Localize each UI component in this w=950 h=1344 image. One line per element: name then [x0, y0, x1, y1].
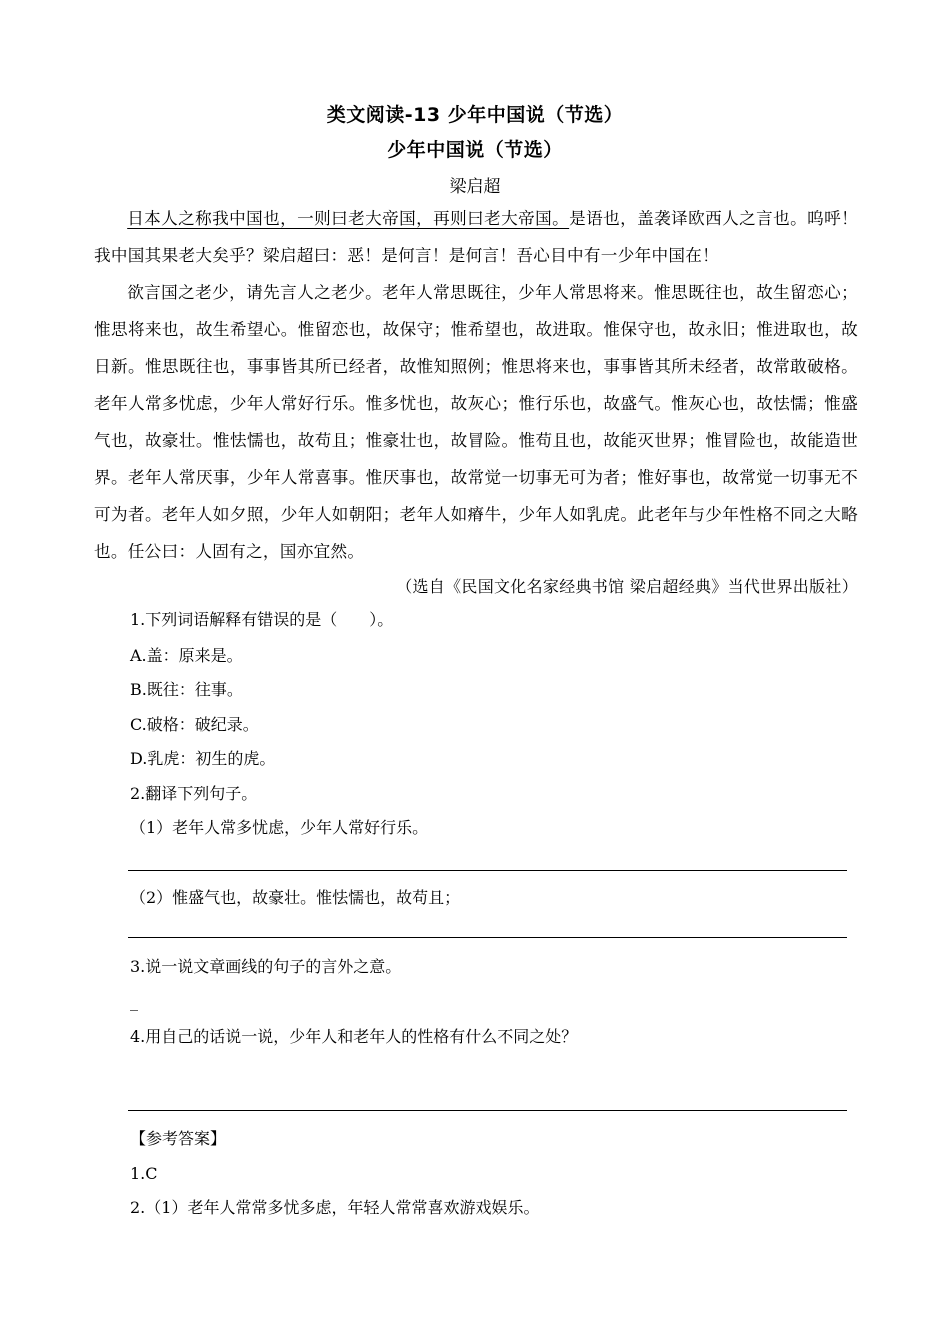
- answer-2: 2.（1）老年人常常多忧多虑，年轻人常常喜欢游戏娱乐。: [130, 1198, 540, 1217]
- answer-line: [128, 937, 847, 938]
- question-2-part-2: （2）惟盛气也，故豪壮。惟怯懦也，故苟且；: [130, 888, 461, 907]
- question-4: 4.用自己的话说一说，少年人和老年人的性格有什么不同之处？: [130, 1027, 578, 1046]
- paragraph-1-rest: 是语也，盖袭译欧西人之言也。呜呼！我中国其果老大矣乎？梁启超曰：恶！是何言！是何言！吾心目中有一少年中国在！: [94, 209, 858, 265]
- answer-line: [128, 870, 847, 871]
- question-3: 3.说一说文章画线的句子的言外之意。: [130, 957, 402, 976]
- document-title: 类文阅读-13 少年中国说（节选）: [326, 104, 624, 126]
- source-citation: （选自《民国文化名家经典书馆 梁启超经典》当代世界出版社）: [396, 577, 858, 596]
- question-1: 1.下列词语解释有错误的是（ ）。: [130, 610, 394, 629]
- question-1-option-d: D.乳虎：初生的虎。: [130, 749, 276, 768]
- underlined-sentence: 日本人之称我中国也，一则曰老大帝国，再则曰老大帝国。: [127, 209, 570, 228]
- question-2: 2.翻译下列句子。: [130, 784, 258, 803]
- answers-heading: 【参考答案】: [130, 1129, 227, 1148]
- question-1-option-b: B.既往：往事。: [130, 680, 243, 699]
- question-3-blank: _: [130, 992, 138, 1011]
- passage-paragraph-2: 欲言国之老少，请先言人之老少。老年人常思既往，少年人常思将来。惟思既往也，故生留恋心；惟思将来也，故生希望心。惟留恋也，故保守；惟希望也，故进取。惟保守也，故永旧；惟进取也，故日新。惟思既往也，事事皆其所已经者，故惟知照例；惟思将来也，事事皆其所未经者，故常敢破格。老年人常多忧虑，少年人常好行乐。惟多忧也，故灰心；惟行乐也，故盛气。惟灰心也，故怯懦；惟盛气也，故豪壮。惟怯懦也，故苟且；惟豪壮也，故冒险。惟苟且也，故能灭世界；惟冒险也，故能造世界。老年人常厌事，少年人常喜事。惟厌事也，故常觉一切事无可为者；惟好事也，故常觉一切事无不可为者。老年人如夕照，少年人如朝阳；老年人如瘠牛，少年人如乳虎。此老年与少年性格不同之大略也。任公曰：人固有之，国亦宜然。: [94, 283, 858, 561]
- author: 梁启超: [449, 177, 501, 197]
- answer-1: 1.C: [130, 1164, 158, 1183]
- answer-line: [128, 1110, 847, 1111]
- question-1-option-c: C.破格：破纪录。: [130, 715, 259, 734]
- passage-title: 少年中国说（节选）: [387, 139, 563, 161]
- question-1-option-a: A.盖：原来是。: [130, 646, 243, 665]
- passage-paragraph-1: [94, 200, 858, 274]
- question-2-part-1: （1）老年人常多忧虑，少年人常好行乐。: [130, 818, 429, 837]
